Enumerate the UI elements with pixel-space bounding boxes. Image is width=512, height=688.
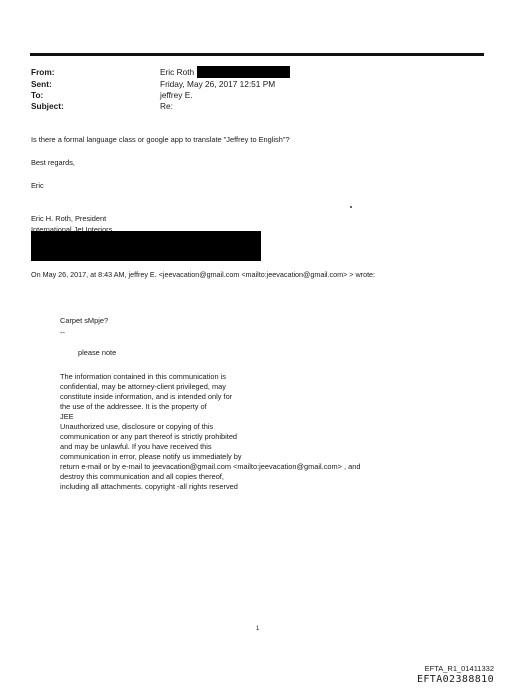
disclaimer-line: destroy this communication and all copies thereof,	[60, 472, 224, 481]
signature-name: Eric H. Roth, President	[31, 214, 107, 223]
subject-value: Re:	[160, 101, 173, 111]
body-name: Eric	[31, 181, 44, 190]
disclaimer-line: return e-mail or by e-mail to jeevacation@gmail.com <mailto:jeevacation@gmail.com> , and	[60, 462, 361, 471]
disclaimer-line: The information contained in this communication is	[60, 372, 226, 381]
disclaimer-line: JEE	[60, 412, 74, 421]
body-closing: Best regards,	[31, 158, 75, 167]
signature-company: International Jet Interiors	[31, 225, 113, 231]
to-label: To:	[31, 90, 44, 100]
redaction-signature	[31, 231, 261, 261]
to-value: jeffrey E.	[160, 90, 193, 100]
disclaimer-line: Unauthorized use, disclosure or copying of this	[60, 422, 214, 431]
from-label: From:	[31, 67, 55, 77]
quoted-line1: Carpet sMpje?	[60, 316, 109, 325]
disclaimer-line: communication in error, please notify us immediately by	[60, 452, 242, 461]
disclaimer-line: communication or any part thereof is strictly prohibited	[60, 432, 238, 441]
quoted-separator: --	[60, 328, 65, 337]
sent-label: Sent:	[31, 79, 52, 89]
disclaimer-line: and may be unlawful. If you have received this	[60, 442, 212, 451]
disclaimer-line: the use of the addressee. It is the property of	[60, 402, 207, 411]
document-id-primary: EFTA_R1_01411332	[424, 664, 494, 673]
page-number: 1	[256, 626, 260, 632]
quoted-header: On May 26, 2017, at 8:43 AM, jeffrey E. <jeevacation@gmail.com <mailto:jeevacation@gmail.com> > wrote:	[31, 270, 376, 279]
stray-mark	[350, 206, 352, 208]
redaction-from	[197, 66, 290, 78]
disclaimer-line: including all attachments. copyright -all rights reserved	[60, 482, 238, 491]
subject-label: Subject:	[31, 101, 64, 111]
please-note: please note	[78, 348, 117, 357]
disclaimer	[60, 372, 361, 492]
body-question: Is there a formal language class or google app to translate "Jeffrey to English"?	[31, 135, 290, 144]
header-rule	[30, 53, 484, 56]
disclaimer-line: confidential, may be attorney-client privileged, may	[60, 382, 226, 391]
document-id-secondary: EFTA02388810	[416, 674, 494, 685]
disclaimer-line: constitute inside information, and is intended only for	[60, 392, 233, 401]
sent-value: Friday, May 26, 2017 12:51 PM	[160, 79, 276, 89]
from-value: Eric Roth	[160, 67, 195, 77]
